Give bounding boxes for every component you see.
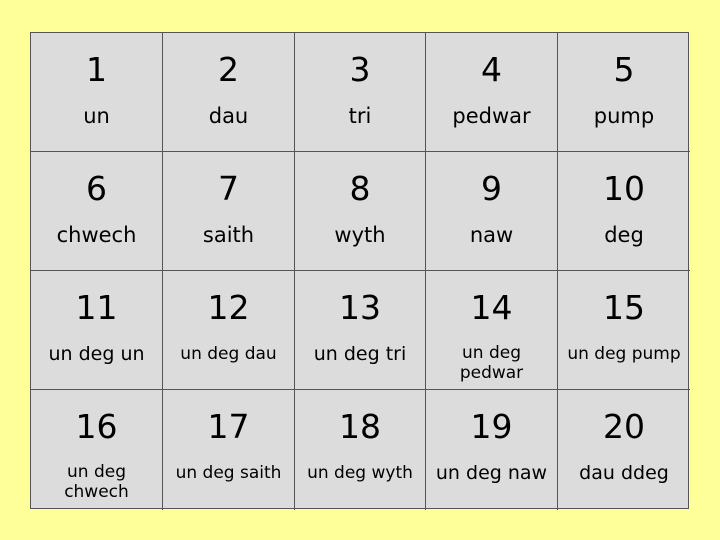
number-digit: 19 xyxy=(470,407,513,446)
number-cell-7 xyxy=(163,152,295,271)
number-cell-2 xyxy=(163,33,295,152)
welsh-word: chwech xyxy=(56,223,137,247)
welsh-word: dau ddeg xyxy=(579,462,669,484)
number-digit: 15 xyxy=(603,288,645,327)
number-digit: 10 xyxy=(603,169,645,208)
number-digit: 20 xyxy=(603,407,645,446)
number-cell-4 xyxy=(426,33,558,152)
number-digit: 3 xyxy=(349,50,371,89)
number-cell-10 xyxy=(558,152,690,271)
welsh-word: un deg wyth xyxy=(307,463,413,483)
number-cell-6 xyxy=(31,152,163,271)
number-cell-18 xyxy=(295,390,426,510)
welsh-word: pump xyxy=(593,104,655,128)
number-digit: 4 xyxy=(481,50,502,89)
number-digit: 7 xyxy=(218,169,239,208)
number-cell-20 xyxy=(558,390,690,510)
number-digit: 12 xyxy=(207,288,250,327)
welsh-word: pedwar xyxy=(452,104,531,128)
number-digit: 8 xyxy=(349,169,371,208)
number-cell-12 xyxy=(163,271,295,390)
welsh-word: un deg naw xyxy=(435,462,548,484)
number-cell-19 xyxy=(426,390,558,510)
welsh-word: wyth xyxy=(334,223,386,247)
number-cell-9 xyxy=(426,152,558,271)
welsh-word: dau xyxy=(208,104,249,128)
number-cell-14 xyxy=(426,271,558,390)
number-cell-5 xyxy=(558,33,690,152)
welsh-word: saith xyxy=(202,223,255,247)
number-grid xyxy=(30,32,689,509)
welsh-word: un deg pump xyxy=(567,344,681,364)
number-digit: 18 xyxy=(339,407,381,446)
welsh-word: deg xyxy=(604,223,644,247)
welsh-word: un xyxy=(83,104,110,128)
number-cell-17 xyxy=(163,390,295,510)
welsh-word: un deg tri xyxy=(313,343,407,365)
number-digit: 14 xyxy=(470,288,513,327)
number-digit: 9 xyxy=(481,169,502,208)
number-cell-1 xyxy=(31,33,163,152)
welsh-word: tri xyxy=(348,104,372,128)
welsh-word: un deg saith xyxy=(175,463,282,483)
welsh-word: un deg pedwar xyxy=(459,343,524,384)
number-cell-13 xyxy=(295,271,426,390)
number-digit: 11 xyxy=(75,288,118,327)
number-digit: 6 xyxy=(86,169,107,208)
number-cell-3 xyxy=(295,33,426,152)
number-cell-11 xyxy=(31,271,163,390)
welsh-word: naw xyxy=(469,223,514,247)
number-digit: 16 xyxy=(75,407,118,446)
number-cell-15 xyxy=(558,271,690,390)
welsh-word: un deg chwech xyxy=(64,462,129,503)
welsh-word: un deg un xyxy=(48,343,145,365)
number-digit: 1 xyxy=(86,50,107,89)
number-digit: 5 xyxy=(613,50,635,89)
number-digit: 2 xyxy=(218,50,239,89)
number-cell-16 xyxy=(31,390,163,510)
number-cell-8 xyxy=(295,152,426,271)
number-digit: 17 xyxy=(207,407,250,446)
number-digit: 13 xyxy=(339,288,381,327)
welsh-word: un deg dau xyxy=(180,344,277,364)
